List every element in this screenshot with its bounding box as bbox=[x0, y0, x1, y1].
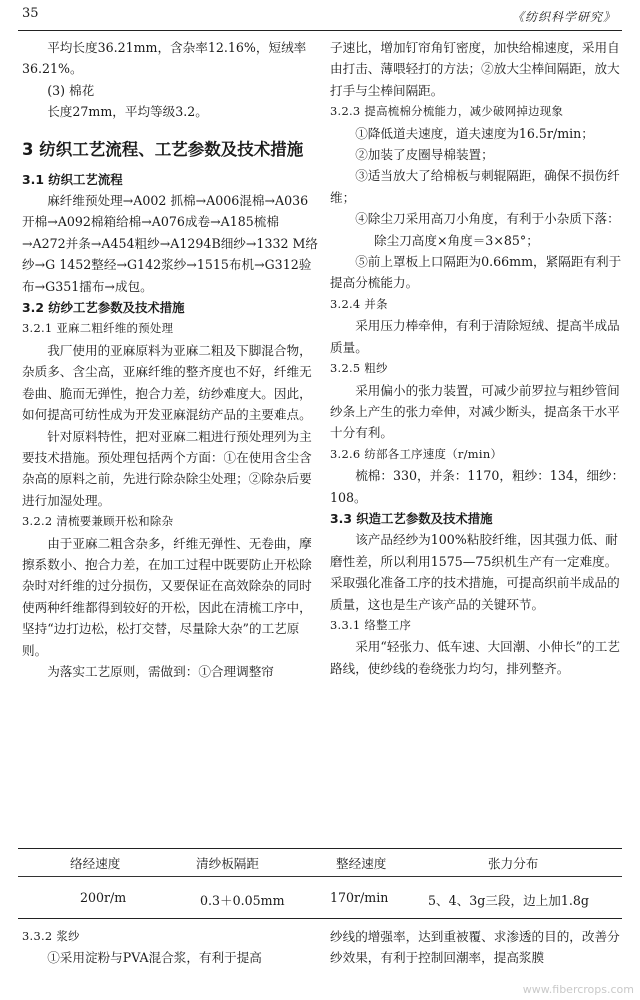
flax-params-text: 平均长度36.21mm，含杂率12.16%，短绒率36.21%。 bbox=[22, 40, 307, 77]
left-column bbox=[22, 37, 318, 682]
table-top-rule bbox=[18, 848, 622, 849]
carding-item-5: ⑤前上罩板上口隔距为0.66mm，紧隔距有利于提高分梳能力。 bbox=[330, 254, 622, 291]
section-3-2-6-heading: 3.2.6 纺部各工序速度（r/min） bbox=[330, 446, 503, 461]
section-3-2-2-heading: 3.2.2 清梳要兼顾开松和除杂 bbox=[22, 514, 174, 529]
section-3-2-4-paragraph: 采用压力棒牵伸，有利于清除短绒、提高半成品质量。 bbox=[330, 318, 620, 355]
watermark: www.fibercrops.com bbox=[522, 983, 634, 996]
page-number: 35 bbox=[22, 6, 39, 21]
section-3-2-1-paragraph-2: 针对原料特性，把对亚麻二粗进行预处理列为主要技术措施。预处理包括两个方面：①在使用含尘含杂高的原料之前，先进行除杂除尘处理；②除杂后要进行加湿处理。 bbox=[22, 428, 312, 508]
right-column bbox=[330, 37, 626, 679]
section-3-2-2-paragraph-2: 为落实工艺原则，需做到：①合理调整帘 bbox=[47, 663, 274, 679]
section-3-2-4-heading: 3.2.4 并条 bbox=[330, 296, 388, 311]
section-3-2-1-heading: 3.2.1 亚麻二粗纤维的预处理 bbox=[22, 321, 174, 336]
carding-item-1: ①降低道夫速度，道夫速度为16.5r/min； bbox=[355, 125, 594, 141]
bottom-left-column bbox=[22, 926, 318, 969]
carding-item-2: ②加装了皮圈导棉装置； bbox=[355, 147, 494, 163]
sizing-paragraph-continued: 纱线的增强率，达到重被覆、求渗透的目的，改善分纱效果，有利于控制回潮率，提高浆膜 bbox=[330, 929, 620, 966]
section-3-1-heading: 3.1 纺织工艺流程 bbox=[22, 171, 123, 187]
cotton-text: 长度27mm，平均等级3.2。 bbox=[47, 104, 208, 120]
continued-paragraph: 子速比，增加钉帘角钉密度，加快给棉速度，采用自由打击、薄喂轻打的方法；②放大尘棒间隔距，放大打手与尘棒间隔距。 bbox=[330, 40, 620, 98]
section-3-3-2-heading: 3.3.2 浆纱 bbox=[22, 929, 80, 943]
sizing-paragraph: ①采用淀粉与PVA混合浆，有利于提高 bbox=[47, 950, 262, 966]
table-cell: 200r/m bbox=[80, 890, 127, 905]
section-3-2-5-heading: 3.2.5 粗纱 bbox=[330, 361, 388, 376]
cotton-heading: (3) 棉花 bbox=[47, 82, 95, 98]
journal-title: 《纺织科学研究》 bbox=[511, 10, 616, 24]
section-3-2-1-paragraph: 我厂使用的亚麻原料为亚麻二粗及下脚混合物，杂质多、含尘高，亚麻纤维的整齐度也不好，纤维无卷曲、脆而无弹性，抱合力差，纺纱难度大。因此，如何提高可纺性成为开发亚麻混纺产品的主要难点。 bbox=[22, 342, 312, 423]
section-3-2-6-paragraph: 梳棉：330，并条：1170，粗纱：134，细纱：108。 bbox=[330, 468, 625, 505]
section-3-3-1-heading: 3.3.1 络整工序 bbox=[330, 617, 412, 632]
bottom-right-column bbox=[330, 926, 626, 969]
section-3-2-2-paragraph: 由于亚麻二粗含杂多，纤维无弹性、无卷曲，摩擦系数小、抱合力差，在加工过程中既要防止开松除杂时对纤维的过分损伤，又要保证在高效除杂的同时使两种纤维都得到较好的开松，因此在清梳工序中，坚持“边打边松，松打交替，尽量除大杂”的工艺原则。 bbox=[22, 535, 312, 658]
table-header-rule bbox=[18, 876, 622, 877]
table-cell: 0.3＋0.05mm bbox=[200, 893, 285, 908]
table-header-cell: 整经速度 bbox=[336, 856, 387, 871]
section-3-2-heading: 3.2 纺纱工艺参数及技术措施 bbox=[22, 300, 185, 316]
carding-item-4: ④除尘刀采用高刀小角度，有利于小杂质下落： bbox=[355, 211, 620, 227]
process-flow-text: 麻纤维预处理→A002 抓棉→A006混棉→A036开棉→A092棉箱给棉→A076成卷→A185梳棉→A272并条→A454粗纱→A1294B细纱→1332 M络纱→G 1452整经→G142浆纱→1515布机→G312验布→G351擂布→成包。 bbox=[22, 193, 318, 294]
table-header-cell: 张力分布 bbox=[488, 856, 539, 871]
section-3-heading: 3 纺织工艺流程、工艺参数及技术措施 bbox=[22, 139, 304, 159]
table-cell: 5、4、3g三段，边上加1.8g bbox=[428, 893, 589, 908]
table-header-cell: 清纱板隔距 bbox=[196, 856, 259, 871]
carding-item-3: ③适当放大了给棉板与刺辊隔距，确保不损伤纤维； bbox=[330, 168, 620, 205]
table-cell: 170r/min bbox=[330, 890, 389, 905]
header-rule bbox=[18, 30, 622, 31]
section-3-3-heading: 3.3 织造工艺参数及技术措施 bbox=[330, 510, 493, 526]
table-bottom-rule bbox=[18, 918, 622, 919]
section-3-3-paragraph: 该产品经纱为100%粘胶纤维，因其强力低、耐磨性差，所以利用1575—75织机生产有一定难度。采取强化准备工序的技术措施，可提高织前半成品的质量，这也是生产该产品的关键环节。 bbox=[330, 532, 620, 612]
knife-formula: 除尘刀高度×角度＝3×85°； bbox=[374, 232, 539, 248]
section-3-2-3-heading: 3.2.3 提高梳棉分梳能力，减少破网掉边现象 bbox=[330, 104, 564, 119]
section-3-2-5-paragraph: 采用偏小的张力装置，可减少前罗拉与粗纱管间纱条上产生的张力牵伸，对减少断头，提高条干水平十分有利。 bbox=[330, 382, 620, 441]
table-header-cell: 络经速度 bbox=[70, 856, 121, 871]
section-3-3-1-paragraph: 采用“轻张力、低车速、大回潮、小伸长”的工艺路线，使纱线的卷绕张力均匀，排列整齐。 bbox=[330, 639, 620, 676]
